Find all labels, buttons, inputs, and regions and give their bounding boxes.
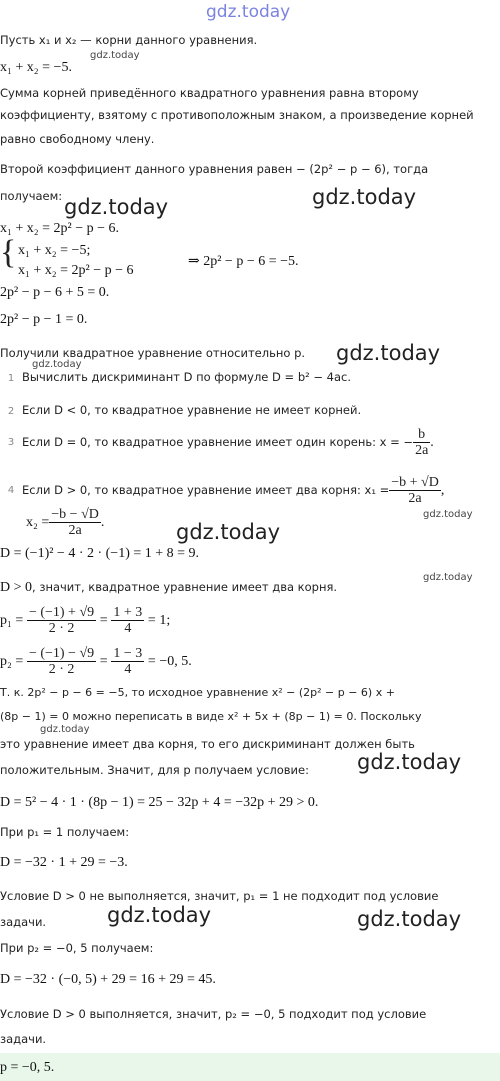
- numerator: −b − √D: [51, 507, 99, 522]
- text-line: Условие D > 0 выполняется, значит, p₂ = −0, 5 подходит под условие: [0, 1007, 427, 1021]
- text-line: коэффициенту, взятому с противоположным знаком, а произведение корней: [0, 108, 474, 122]
- watermark-big: gdz.today: [357, 907, 462, 931]
- text-line: задачи.: [0, 915, 47, 929]
- denominator: 4: [124, 621, 132, 636]
- math-line: 2p² − p − 6 + 5 = 0.: [0, 285, 110, 300]
- step-text: Вычислить дискриминант D по формуле D = b² − 4ac.: [22, 370, 352, 384]
- p2-line: [0, 646, 192, 677]
- math-text: p₁ =: [0, 613, 24, 628]
- math-text: =: [99, 654, 108, 669]
- fraction: [413, 427, 430, 458]
- text-line: Второй коэффициент данного уравнения равен − (2p² − p − 6), тогда: [0, 162, 429, 176]
- watermark-big: gdz.today: [336, 341, 441, 365]
- math-line: D = (−1)² − 4 · 2 · (−1) = 1 + 8 = 9.: [0, 546, 200, 561]
- watermark-top: gdz.today: [206, 2, 291, 22]
- system-eq-1: x₁ + x₂ = −5;: [18, 243, 91, 258]
- fraction: [49, 507, 101, 538]
- step-number: 2: [7, 406, 15, 417]
- math-line: D = −32 · (−0, 5) + 29 = 16 + 29 = 45.: [0, 972, 216, 987]
- step-text: Если D = 0, то квадратное уравнение имеет один корень: x = −: [22, 435, 414, 449]
- step-4: [0, 475, 444, 506]
- punct: ,: [440, 483, 445, 498]
- math-text: =: [99, 613, 108, 628]
- numerator: − (−1) + √9: [28, 605, 95, 620]
- text-line: это уравнение имеет два корня, то его дискриминант должен быть: [0, 737, 415, 751]
- math-line: D = 5² − 4 · 1 · (8p − 1) = 25 − 32p + 4 = −32p + 29 > 0.: [0, 795, 319, 810]
- text: , значит, квадратное уравнение имеет два корня.: [32, 580, 338, 594]
- math-text: x₂ =: [26, 515, 50, 530]
- step-3: [0, 427, 434, 458]
- watermark-big: gdz.today: [176, 520, 281, 544]
- watermark-big: gdz.today: [312, 185, 417, 209]
- step-number: 1: [7, 373, 15, 384]
- math-line: D = −32 · 1 + 29 = −3.: [0, 855, 128, 870]
- math-text: = 1;: [147, 613, 171, 628]
- text-line: задачи.: [0, 1032, 47, 1046]
- text-line: При p₁ = 1 получаем:: [0, 825, 130, 839]
- p1-line: [0, 605, 170, 636]
- step-2: [0, 403, 361, 419]
- text-line: положительным. Значит, для p получаем условие:: [0, 763, 309, 777]
- step-1: [0, 370, 351, 386]
- denominator: 2 · 2: [48, 662, 75, 677]
- watermark-small: gdz.today: [423, 572, 473, 583]
- text-line: При p₂ = −0, 5 получаем:: [0, 941, 154, 955]
- math-line: 2p² − p − 1 = 0.: [0, 312, 88, 327]
- text-line: (8p − 1) = 0 можно переписать в виде x² + 5x + (8p − 1) = 0. Поскольку: [0, 710, 422, 723]
- step-number: 3: [7, 437, 15, 448]
- punct: .: [100, 515, 105, 530]
- math-text: = −0, 5.: [147, 654, 192, 669]
- answer-box: [0, 1053, 500, 1081]
- text-line: равно свободному члену.: [0, 132, 155, 146]
- fraction: [27, 646, 96, 677]
- system-brace: {: [0, 234, 17, 271]
- watermark-small: gdz.today: [90, 50, 140, 61]
- step-4-x2: [26, 507, 104, 538]
- watermark-small: gdz.today: [40, 724, 90, 735]
- math-line: x₁ + x₂ = 2p² − p − 6.: [0, 221, 120, 236]
- numerator: b: [413, 427, 430, 443]
- fraction: [111, 646, 144, 677]
- watermark-big: gdz.today: [64, 195, 169, 219]
- watermark-big: gdz.today: [357, 750, 462, 774]
- step-text: Если D < 0, то квадратное уравнение не имеет корней.: [22, 403, 362, 417]
- denominator: 2a: [68, 523, 82, 538]
- watermark-small: gdz.today: [32, 359, 82, 370]
- fraction: [111, 605, 144, 636]
- text-line: Условие D > 0 не выполняется, значит, p₁ = 1 не подходит под условие: [0, 889, 439, 903]
- text-line: получаем:: [0, 189, 63, 203]
- text-line: [0, 580, 337, 595]
- system-eq-2: x₁ + x₂ = 2p² − p − 6: [18, 263, 134, 278]
- math-text: D > 0: [0, 580, 33, 595]
- text-line: Т. к. 2p² − p − 6 = −5, то исходное уравнение x² − (2p² − p − 6) x +: [0, 686, 395, 699]
- math-text: p₂ =: [0, 654, 24, 669]
- punct: .: [430, 435, 434, 450]
- text-line: Получили квадратное уравнение относительно p.: [0, 346, 306, 360]
- denominator: 2a: [408, 491, 422, 506]
- watermark-big: gdz.today: [107, 903, 212, 927]
- watermark-small: gdz.today: [423, 509, 473, 520]
- system-result: ⇒ 2p² − p − 6 = −5.: [188, 254, 299, 269]
- denominator: 4: [124, 662, 132, 677]
- step-number: 4: [7, 485, 15, 496]
- numerator: 1 − 3: [113, 646, 143, 661]
- denominator: 2 · 2: [48, 621, 75, 636]
- fraction: [389, 475, 441, 506]
- denominator: 2a: [415, 443, 429, 458]
- fraction: [27, 605, 96, 636]
- numerator: − (−1) − √9: [28, 646, 95, 661]
- answer-text: p = −0, 5.: [0, 1060, 55, 1075]
- text-line: Пусть x₁ и x₂ — корни данного уравнения.: [0, 33, 258, 47]
- text-line: Сумма корней приведённого квадратного уравнения равна второму: [0, 86, 419, 100]
- math-line: x₁ + x₂ = −5.: [0, 60, 72, 75]
- numerator: 1 + 3: [113, 605, 143, 620]
- numerator: −b + √D: [391, 475, 439, 490]
- step-text: Если D > 0, то квадратное уравнение имеет два корня: x₁ =: [22, 483, 390, 497]
